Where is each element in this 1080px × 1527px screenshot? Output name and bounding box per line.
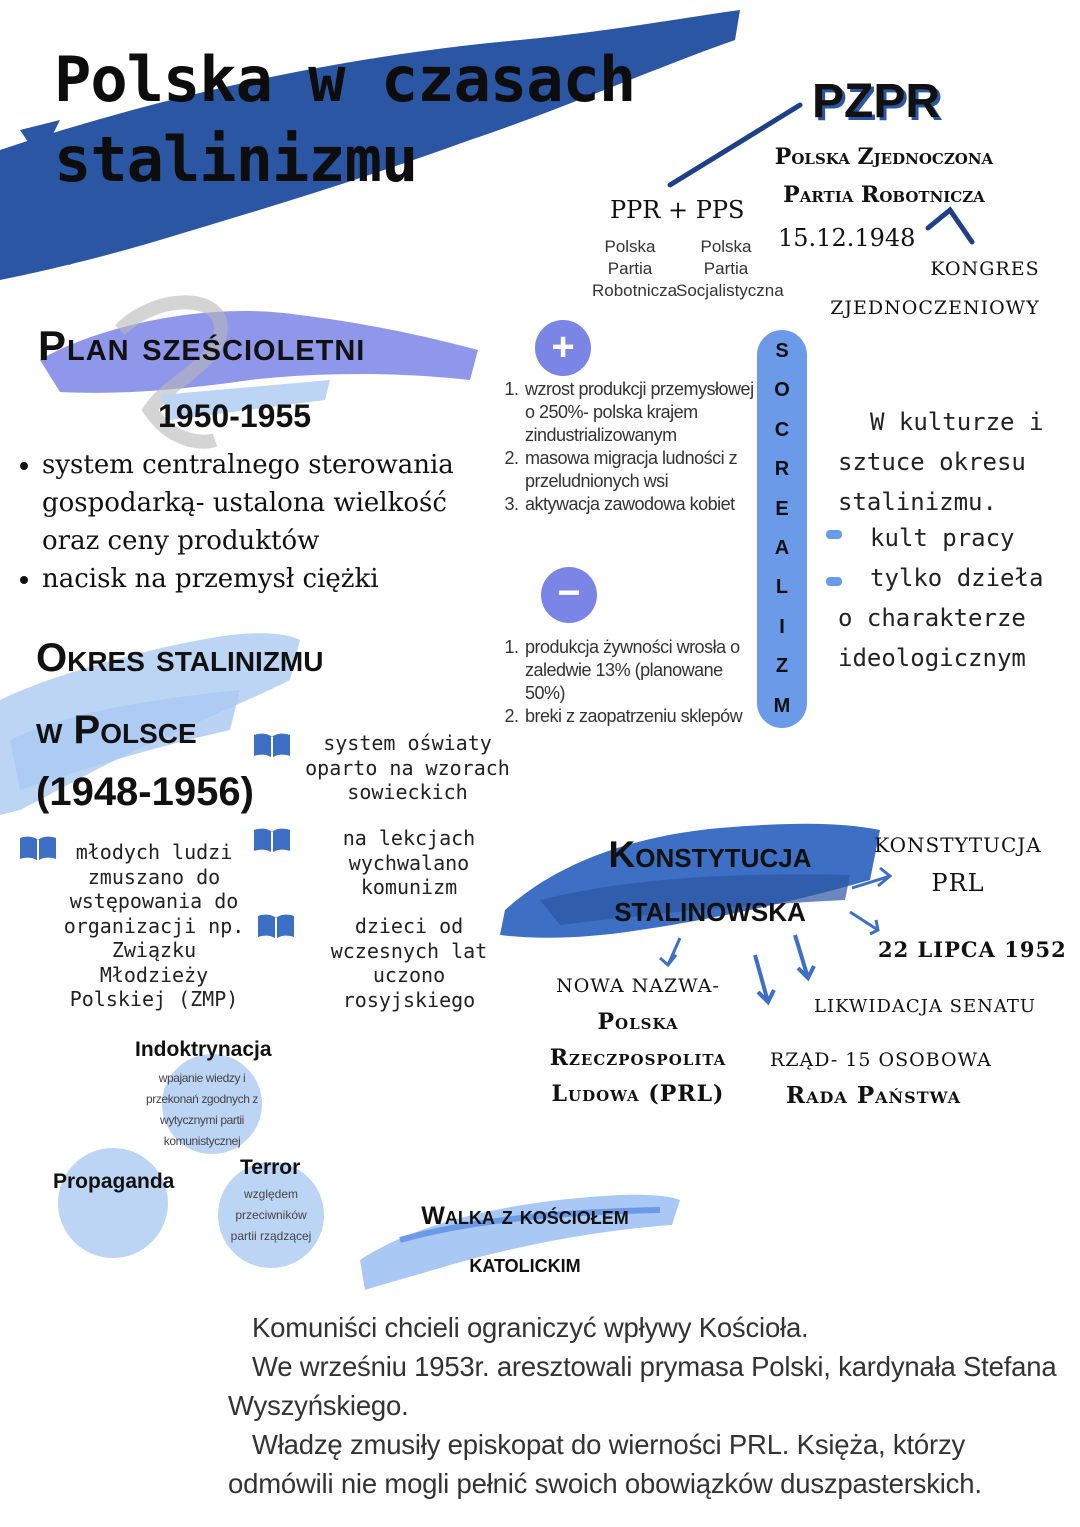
okres-fact-zmp: młodych ludzi zmuszano do wstępowania do organizacji np. Związku Młodzieży Polskiej (ZMP) xyxy=(63,840,245,1011)
page-title-line1: Polska w czasach xyxy=(54,43,636,116)
kosciol-title-line2: katolickim xyxy=(469,1250,581,1278)
okres-fact-russian: dzieci od wczesnych lat uczono rosyjskiego xyxy=(330,914,488,1012)
konstytucja-title-line2: stalinowska xyxy=(614,888,806,929)
socrealizm-letter: L xyxy=(775,576,789,599)
page-title xyxy=(54,40,635,200)
book-icon xyxy=(252,731,292,759)
konstytucja-prl-line2: PRL xyxy=(931,869,985,897)
plan-bullet-2: • nacisk na przemysł ciężki xyxy=(42,560,512,598)
socrealizm-letter: O xyxy=(774,379,790,402)
pzpr-name-line1: Polska Zjednoczona xyxy=(774,144,994,170)
okres-fact-education: system oświaty oparto na wzorach sowieckich xyxy=(305,731,510,804)
konstytucja-prl-line1: KONSTYTUCJA xyxy=(874,833,1042,857)
socrealizm-letter: R xyxy=(774,458,790,481)
socrealizm-letter: C xyxy=(774,418,790,441)
positive-effects-list xyxy=(505,378,763,516)
terror-desc: względem przeciwników partii rządzącej xyxy=(230,1187,312,1243)
kosciol-paragraph-3: Władzę zmusiły episkopat do wierności PRL. Księża, którzy odmówili nie mogli pełnić swoich obowiązków duszpasterskich. xyxy=(228,1429,982,1499)
new-name-line2: Rzeczpospolita xyxy=(549,1045,727,1071)
pzpr-full-name xyxy=(745,138,1023,214)
ppr-pps-merge: PPR + PPS xyxy=(610,196,745,224)
socrealizm-item-2: tylko dzieła o charakterze ideologicznym xyxy=(838,564,1044,672)
pzpr-congress-line1: KONGRES xyxy=(930,258,1040,280)
socrealizm-letter: A xyxy=(774,536,790,559)
socrealizm-vertical-bar xyxy=(757,330,807,728)
pzpr-date: 15.12.1948 xyxy=(778,224,916,252)
council-label: RZĄD- 15 OSOBOWA xyxy=(770,1049,992,1071)
socrealizm-item-1: kult pracy xyxy=(870,524,1015,552)
okres-title-line1: Okres stalinizmu xyxy=(36,636,324,680)
new-name-line3: Ludowa (PRL) xyxy=(551,1081,725,1107)
negative-effect-2: 2. breki z zaopatrzeniu sklepów xyxy=(523,705,763,728)
okres-years: (1948-1956) xyxy=(36,770,254,814)
minus-icon: − xyxy=(541,567,597,623)
book-icon xyxy=(18,834,58,862)
socrealizm-letter: E xyxy=(775,497,789,520)
new-name-block xyxy=(540,968,736,1112)
kosciol-title xyxy=(380,1192,670,1288)
okres-fact-lessons: na lekcjach wychwalano komunizm xyxy=(342,826,476,899)
plan-years: 1950-1955 xyxy=(158,398,312,434)
indoctrination-label: Indoktrynacja xyxy=(135,1038,272,1061)
indoctrination-desc: wpajanie wiedzy i przekonań zgodnych z wytycznymi partii komunistycznej xyxy=(145,1071,259,1148)
negative-effects-list xyxy=(505,636,763,728)
pzpr-congress-line2: ZJEDNOCZENIOWY xyxy=(830,297,1040,319)
socrealizm-letter: S xyxy=(775,340,789,362)
okres-title-line2: w Polsce xyxy=(36,708,197,752)
propaganda-label: Propaganda xyxy=(53,1170,175,1193)
new-name-line1: Polska xyxy=(597,1009,679,1035)
pzpr-acronym: PZPR xyxy=(812,75,941,128)
page-title-line2: stalinizmu xyxy=(54,123,418,196)
plan-bullet-1: • system centralnego sterowania gospodarką- ustalona wielkość oraz ceny produktów xyxy=(42,446,512,560)
plan-bullet-list xyxy=(20,446,512,598)
propaganda-circle xyxy=(58,1148,168,1258)
pps-full-name: Polska Partia Socjalistyczna xyxy=(676,237,784,300)
socrealizm-letter: M xyxy=(773,694,791,717)
socrealizm-letter: I xyxy=(779,615,785,638)
kosciol-title-line1: Walka z kościołem xyxy=(421,1202,629,1230)
socrealizm-letter: Z xyxy=(775,655,789,678)
positive-effect-1: 1. wzrost produkcji przemysłowej o 250%- polska krajem zindustrializowanym xyxy=(523,378,763,447)
konstytucja-title-line1: Konstytucja xyxy=(608,834,812,875)
konstytucja-date: 22 LIPCA 1952 xyxy=(878,937,1067,962)
kosciol-paragraph-2: We wrześniu 1953r. aresztowali prymasa Polski, kardynała Stefana Wyszyńskiego. xyxy=(228,1351,1057,1421)
positive-effect-3: 3. aktywacja zawodowa kobiet xyxy=(523,493,763,516)
terror-label: Terror xyxy=(240,1156,301,1179)
dash-bullet-icon xyxy=(826,530,842,539)
council-name: Rada Państwa xyxy=(786,1082,961,1109)
negative-effect-1: 1. produkcja żywności wrosła o zaledwie 13% (planowane 50%) xyxy=(523,636,763,705)
plan-title: Plan sześcioletni xyxy=(38,322,366,369)
konstytucja-prl-label xyxy=(872,826,1044,902)
plus-icon: + xyxy=(535,320,591,376)
ppr-full-name: Polska Partia Robotnicza xyxy=(592,237,678,300)
new-name-label: NOWA NAZWA- xyxy=(556,975,720,997)
senate-abolished: LIKWIDACJA SENATU xyxy=(814,996,1037,1017)
pzpr-name-line2: Partia Robotnicza xyxy=(783,182,985,208)
socrealizm-intro: W kulturze i sztuce okresu stalinizmu. xyxy=(838,408,1044,516)
positive-effect-2: 2. masowa migracja ludności z przeludnionych wsi xyxy=(523,447,763,493)
kosciol-paragraph-1: Komuniści chcieli ograniczyć wpływy Kościoła. xyxy=(252,1312,809,1343)
kosciol-text xyxy=(228,1308,1058,1503)
konstytucja-title xyxy=(560,828,860,936)
book-icon xyxy=(256,912,296,940)
book-icon xyxy=(252,826,292,854)
pzpr-congress xyxy=(820,250,1050,328)
